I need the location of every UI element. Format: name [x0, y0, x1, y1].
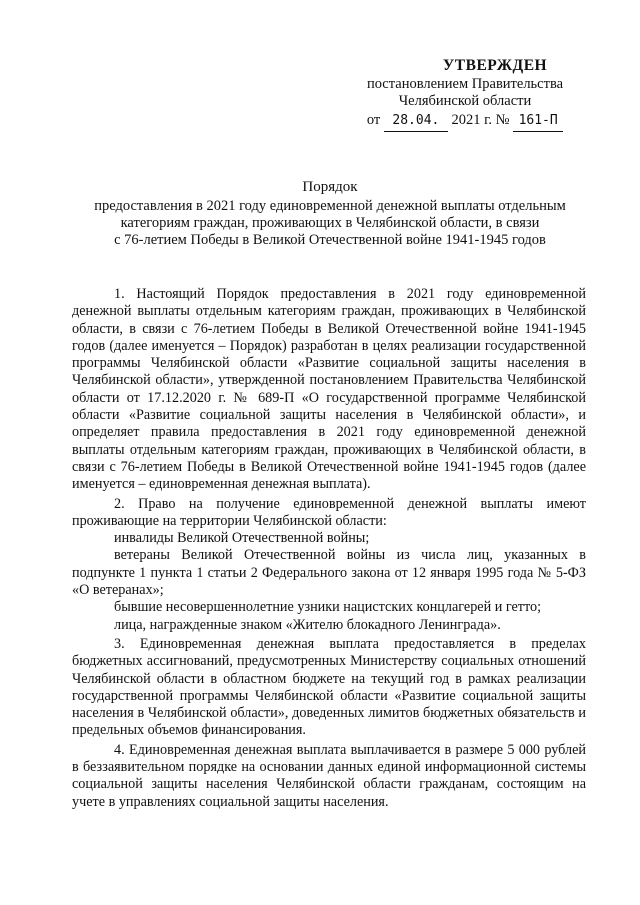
approval-date-value: 28.04. — [384, 111, 448, 132]
approval-date-prefix: от — [366, 112, 381, 128]
approval-date-line — [345, 110, 585, 132]
paragraph-1: 1. Настоящий Порядок предоставления в 2021 году единовременной денежной выплаты отдельным категориям граждан, проживающих в Челябинской области, в связи с 76-летием Победы в Великой Отечественной войне 1941-1945 годов (далее именуется – Порядок) разработан в целях реализации государственной программы Челябинской области «Развитие социальной защиты населения в Челябинской области», утвержденной постановлением Правительства Челябинской области от 17.12.2020 г. № 689-П «О государственной программе Челябинской области «Развитие социальной защиты населения в Челябинской области», и определяет правила предоставления в 2021 году единовременной денежной выплаты отдельным категориям граждан, проживающих в Челябинской области, в связи с 76-летием Победы в Великой Отечественной войне 1941-1945 годов (далее именуется – единовременная денежная выплата). — [72, 286, 586, 493]
approval-line-1: постановлением Правительства — [366, 76, 564, 92]
approval-title: УТВЕРЖДЕН — [442, 57, 548, 74]
list-item-invalids: инвалиды Великой Отечественной войны; — [114, 530, 370, 547]
document-heading — [60, 178, 600, 249]
heading-line-3: с 76-летием Победы в Великой Отечественной войне 1941-1945 годов — [114, 232, 546, 248]
heading-line-2: категориям граждан, проживающих в Челябинской области, в связи — [120, 215, 540, 231]
list-item-prisoners: бывшие несовершеннолетние узники нацистских концлагерей и гетто; — [114, 599, 542, 616]
paragraph-4: 4. Единовременная денежная выплата выплачивается в размере 5 000 рублей в беззаявительном порядке на основании данных единой информационной системы социальной защиты населения Челябинской области гражданам, состоящим на учете в управлениях социальной защиты населения. — [72, 741, 586, 810]
document-body — [72, 286, 586, 811]
paragraph-3: 3. Единовременная денежная выплата предоставляется в пределах бюджетных ассигнований, предусмотренных Министерству социальных отношений Челябинской области в областном бюджете на текущий год в рамках реализации государственной программы Челябинской области «Развитие социальной защиты населения в Челябинской области», доведенных лимитов бюджетных обязательств и предельных объемов финансирования. — [72, 635, 586, 739]
list-item-leningrad: лица, награжденные знаком «Жителю блокадного Ленинграда». — [114, 616, 501, 633]
approval-line-2: Челябинской области — [398, 93, 532, 109]
heading-line-1: предоставления в 2021 году единовременной денежной выплаты отдельным — [94, 198, 566, 214]
document-title: Порядок — [302, 179, 358, 195]
approval-block — [345, 56, 585, 132]
list-item-veterans: ветераны Великой Отечественной войны из числа лиц, указанных в подпункте 1 пункта 1 статьи 2 Федерального закона от 12 января 1995 года № 5-ФЗ «О ветеранах»; — [72, 547, 586, 599]
paragraph-2: 2. Право на получение единовременной денежной выплаты имеют проживающие на территории Челябинской области: — [72, 495, 586, 529]
approval-number-value: 161-П — [513, 111, 563, 132]
approval-year-text: 2021 г. № — [451, 112, 510, 128]
